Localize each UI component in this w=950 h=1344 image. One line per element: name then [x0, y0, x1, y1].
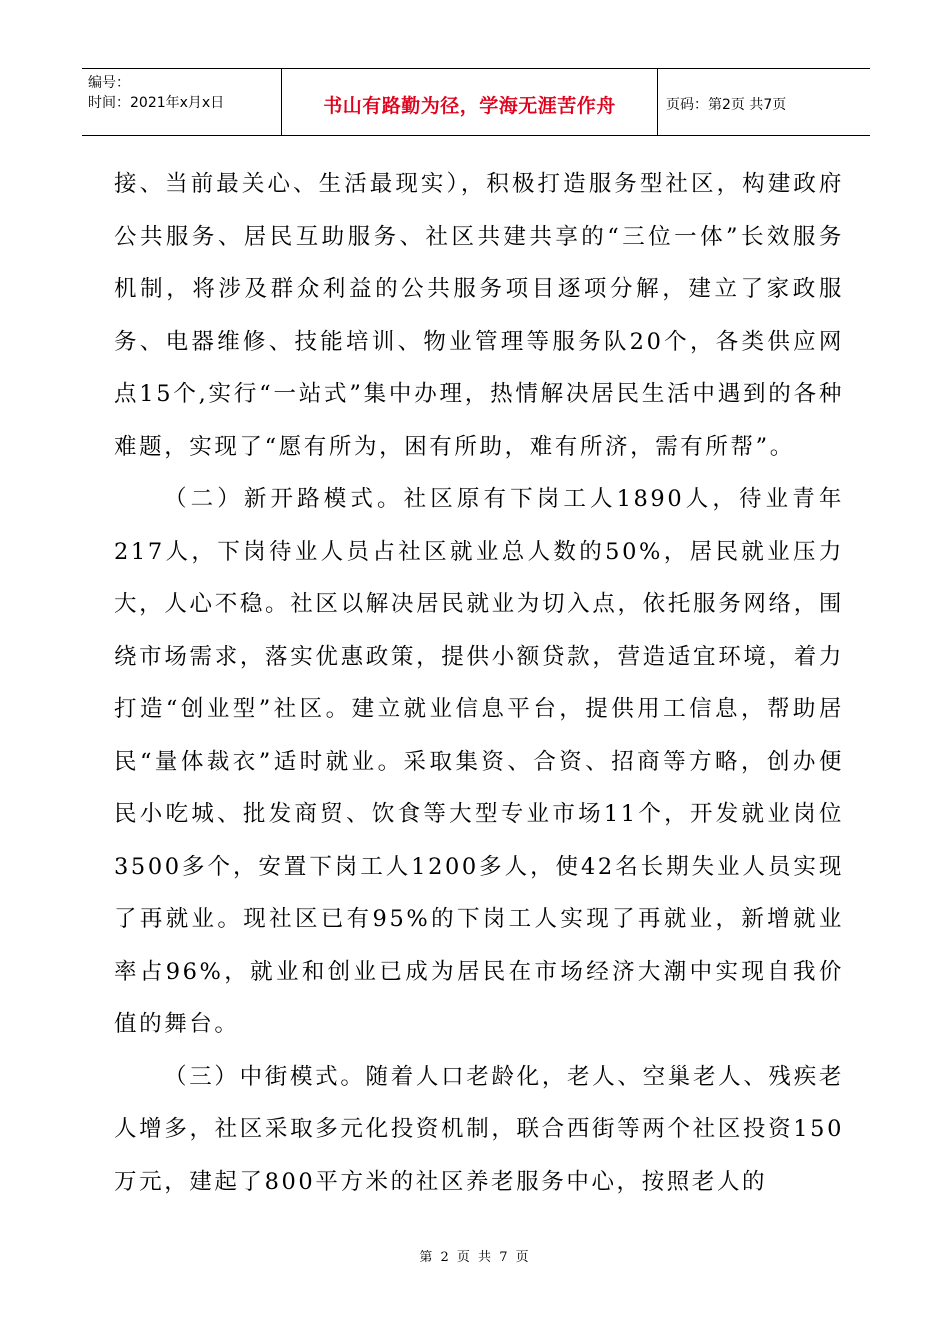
paragraph-zhongjie-model: （三）中街模式。随着人口老龄化，老人、空巢老人、残疾老人增多，社区采取多元化投资机制，联合西街等两个社区投资150万元，建起了800平方米的社区养老服务中心，按照老人的: [114, 1063, 844, 1195]
page-footer: 第 2 页 共 7 页: [419, 1250, 531, 1265]
header-page-cell: [658, 69, 870, 135]
header-motto: 书山有路勤为径，学海无涯苦作舟: [323, 94, 616, 117]
header-page-info: 页码：第2页 共7页: [666, 97, 787, 113]
document-body: [114, 158, 844, 1208]
document-time: 时间：2021年x月x日: [88, 95, 225, 111]
paragraph-xinkailu-model: （二）新开路模式。社区原有下岗工人1890人，待业青年217人，下岗待业人员占社区就业总人数的50%，居民就业压力大，人心不稳。社区以解决居民就业为切入点，依托服务网络，围绕市场需求，落实优惠政策，提供小额贷款，营造适宜环境，着力打造“创业型”社区。建立就业信息平台，提供用工信息，帮助居民“量体裁衣”适时就业。采取集资、合资、招商等方略，创办便民小吃城、批发商贸、饮食等大型专业市场11个，开发就业岗位3500多个，安置下岗工人1200多人，使42名长期失业人员实现了再就业。现社区已有95%的下岗工人实现了再就业，新增就业率占96%，就业和创业已成为居民在市场经济大潮中实现自我价值的舞台。: [114, 486, 844, 1037]
header-meta-cell: [82, 69, 282, 135]
document-number-label: 编号：: [88, 75, 130, 91]
header-table: [82, 68, 870, 136]
header-motto-cell: [282, 69, 658, 135]
paragraph-continuation: 接、当前最关心、生活最现实），积极打造服务型社区，构建政府公共服务、居民互助服务、社区共建共享的“三位一体”长效服务机制，将涉及群众利益的公共服务项目逐项分解，建立了家政服务、电器维修、技能培训、物业管理等服务队20个，各类供应网点15个,实行“一站式”集中办理，热情解决居民生活中遇到的各种难题，实现了“愿有所为，困有所助，难有所济，需有所帮”。: [114, 171, 844, 460]
